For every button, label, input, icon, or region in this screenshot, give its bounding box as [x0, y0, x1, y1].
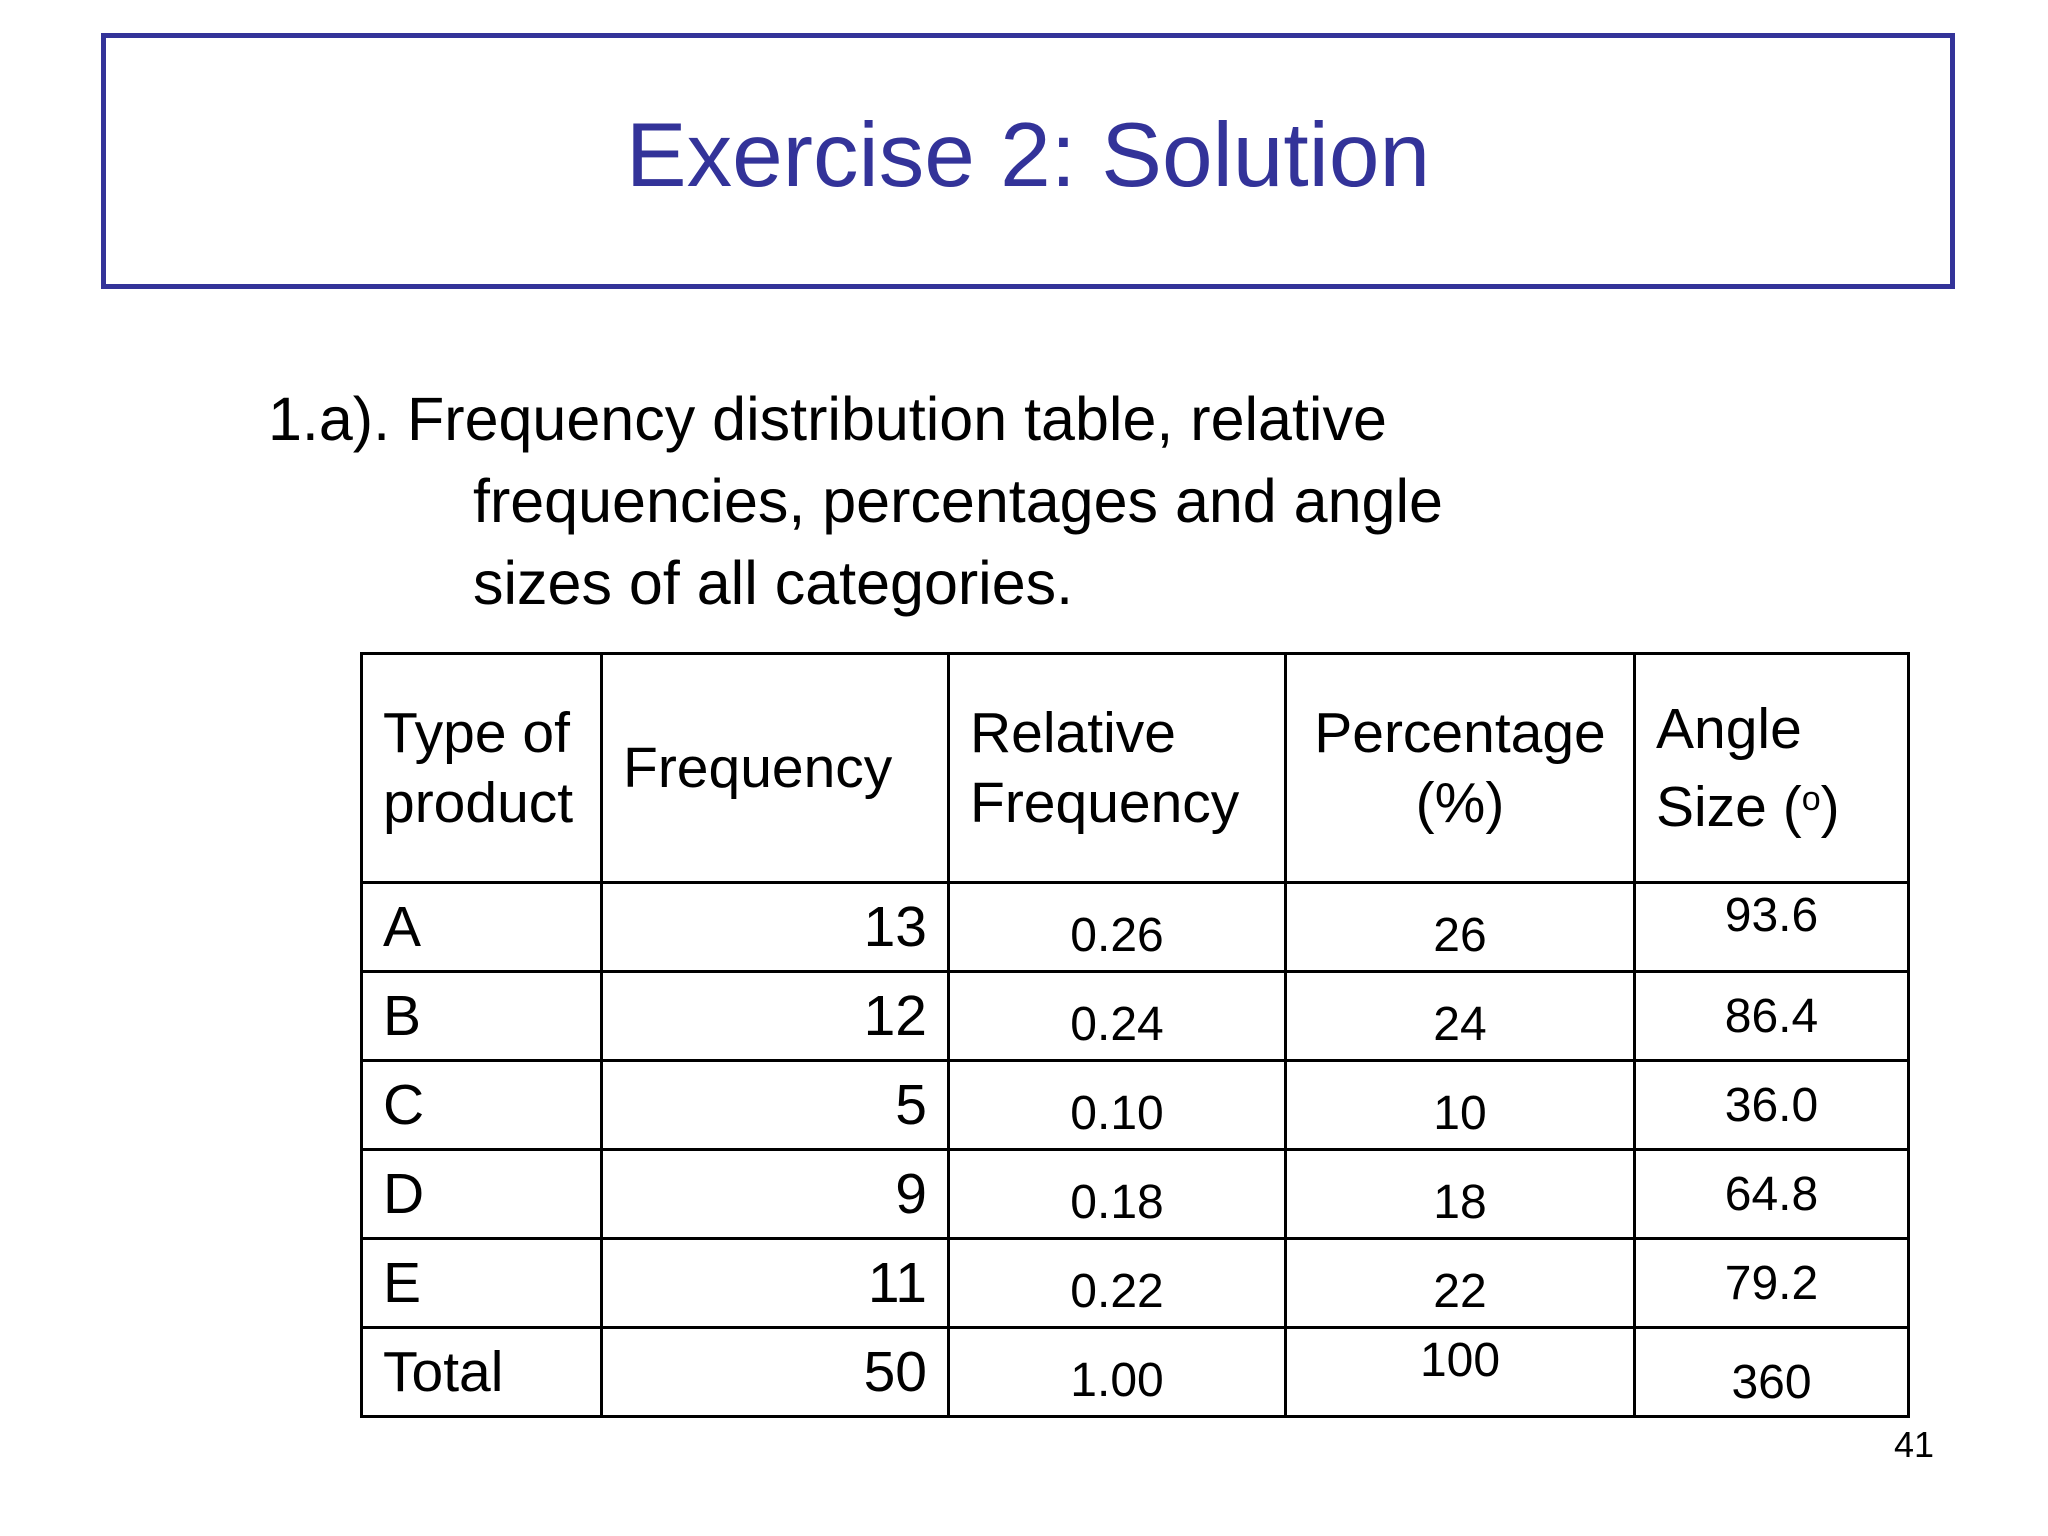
cell-percentage — [1286, 1150, 1635, 1239]
cell-frequency: 13 — [602, 883, 949, 972]
cell-angle — [1635, 1061, 1909, 1150]
cell-frequency: 5 — [602, 1061, 949, 1150]
subtitle-line-2: frequencies, percentages and angle — [473, 467, 1443, 535]
cell-relative — [949, 1328, 1286, 1417]
cell-relative — [949, 972, 1286, 1061]
header-frequency — [602, 654, 949, 883]
cell-angle-value: 93.6 — [1724, 888, 1819, 942]
cell-relative — [949, 1239, 1286, 1328]
cell-percentage-value: 26 — [1433, 908, 1487, 962]
cell-angle — [1635, 1328, 1909, 1417]
cell-percentage — [1286, 883, 1635, 972]
cell-type: A — [362, 883, 602, 972]
table-row — [362, 883, 1909, 972]
cell-percentage — [1286, 1328, 1635, 1417]
header-relative-line-2: Frequency — [970, 771, 1240, 835]
header-angle-size — [1635, 654, 1909, 883]
cell-percentage — [1286, 1239, 1635, 1328]
cell-type: B — [362, 972, 602, 1061]
page-number: 41 — [1893, 1424, 1934, 1465]
cell-angle — [1635, 883, 1909, 972]
header-frequency-label: Frequency — [623, 736, 893, 800]
cell-relative-value: 0.26 — [1070, 908, 1164, 962]
cell-percentage-value: 100 — [1419, 1333, 1501, 1387]
cell-percentage-value: 22 — [1433, 1264, 1487, 1318]
cell-frequency: 50 — [602, 1328, 949, 1417]
subtitle-line-1: 1.a). Frequency distribution table, relative — [268, 385, 1387, 453]
cell-percentage — [1286, 972, 1635, 1061]
cell-angle — [1635, 1239, 1909, 1328]
cell-percentage-value: 18 — [1433, 1175, 1487, 1229]
header-angle-line-2-suffix: ) — [1820, 775, 1840, 839]
header-relative-line-1: Relative — [970, 701, 1176, 765]
cell-angle-value: 64.8 — [1724, 1167, 1819, 1221]
cell-angle-value: 79.2 — [1724, 1256, 1819, 1310]
cell-angle-value: 86.4 — [1724, 989, 1819, 1043]
cell-percentage — [1286, 1061, 1635, 1150]
cell-percentage-value: 24 — [1433, 997, 1487, 1051]
degree-superscript: o — [1801, 780, 1821, 818]
header-type-line-1: Type of — [383, 701, 570, 765]
cell-angle — [1635, 1150, 1909, 1239]
header-type-of-product — [362, 654, 602, 883]
cell-angle-value: 36.0 — [1724, 1078, 1819, 1132]
cell-type: C — [362, 1061, 602, 1150]
table-row-total — [362, 1328, 1909, 1417]
header-type-line-2: product — [383, 771, 574, 835]
cell-relative-value: 0.24 — [1070, 997, 1164, 1051]
frequency-table — [360, 652, 1910, 1418]
cell-angle — [1635, 972, 1909, 1061]
subtitle — [268, 378, 1443, 624]
cell-angle-value: 360 — [1731, 1355, 1812, 1409]
title-box — [101, 33, 1955, 289]
table-row — [362, 1061, 1909, 1150]
header-percentage-line-2: (%) — [1415, 771, 1505, 835]
cell-relative-value: 0.22 — [1070, 1264, 1164, 1318]
cell-relative — [949, 1061, 1286, 1150]
header-relative-frequency — [949, 654, 1286, 883]
slide-title: Exercise 2: Solution — [625, 104, 1431, 206]
table-header-row — [362, 654, 1909, 883]
table-row — [362, 972, 1909, 1061]
header-percentage-line-1: Percentage — [1314, 701, 1606, 765]
cell-type: D — [362, 1150, 602, 1239]
cell-relative — [949, 883, 1286, 972]
cell-type: E — [362, 1239, 602, 1328]
cell-relative-value: 0.18 — [1070, 1175, 1164, 1229]
subtitle-line-3: sizes of all categories. — [473, 549, 1074, 617]
table-row — [362, 1239, 1909, 1328]
cell-relative — [949, 1150, 1286, 1239]
cell-frequency: 11 — [602, 1239, 949, 1328]
cell-type: Total — [362, 1328, 602, 1417]
header-angle-line-2-prefix: Size ( — [1656, 775, 1802, 839]
table-row — [362, 1150, 1909, 1239]
cell-relative-value: 0.10 — [1070, 1086, 1164, 1140]
cell-frequency: 12 — [602, 972, 949, 1061]
header-angle-line-1: Angle — [1656, 697, 1802, 761]
header-percentage — [1286, 654, 1635, 883]
cell-percentage-value: 10 — [1433, 1086, 1487, 1140]
cell-relative-value: 1.00 — [1070, 1353, 1164, 1407]
cell-frequency: 9 — [602, 1150, 949, 1239]
